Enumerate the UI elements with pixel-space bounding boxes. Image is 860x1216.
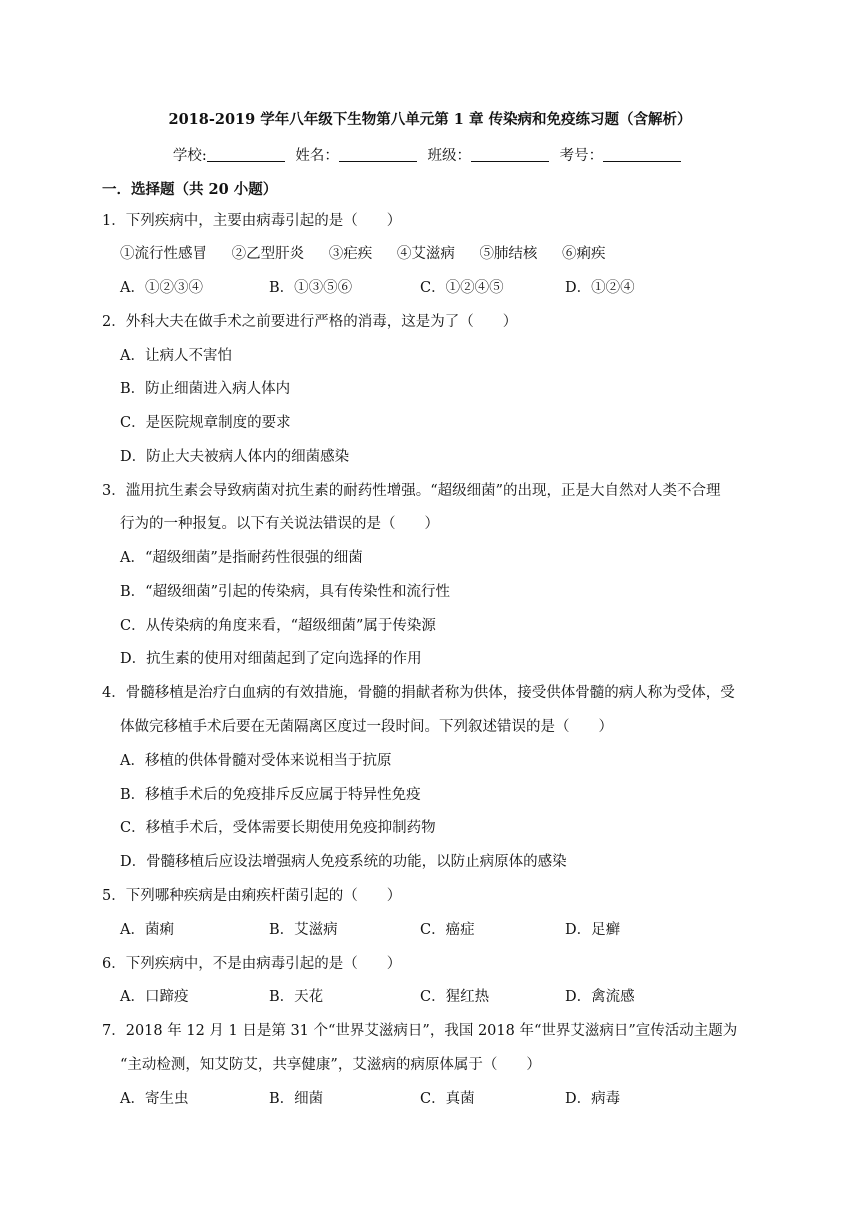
question-1-stem: 1．下列疾病中，主要由病毒引起的是（ ） [102,213,402,229]
student-info-line [0,144,860,165]
q7-option-a[interactable]: A．寄生虫 [120,1091,189,1107]
school-blank [207,147,285,162]
q1-option-c[interactable]: C．①②④⑤ [420,280,504,296]
q2-option-a[interactable]: A．让病人不害怕 [120,348,232,364]
q4-option-a[interactable]: A．移植的供体骨髓对受体来说相当于抗原 [120,753,392,769]
question-6-stem: 6．下列疾病中，不是由病毒引起的是（ ） [102,956,402,972]
q1-item: ①流行性感冒 [120,246,207,262]
q5-option-c[interactable]: C．癌症 [420,922,475,938]
q6-option-c[interactable]: C．猩红热 [420,989,490,1005]
q1-item: ⑥痢疾 [562,246,606,262]
q4-option-b[interactable]: B．移植手术后的免疫排斥反应属于特异性免疫 [120,787,421,803]
page-title: 2018-2019 学年八年级下生物第八单元第 1 章 传染病和免疫练习题（含解析） [168,111,692,128]
question-4-stem-line-2: 体做完移植手术后要在无菌隔离区度过一段时间。下列叙述错误的是（ ） [120,719,613,735]
q6-option-a[interactable]: A．口蹄疫 [120,989,189,1005]
q2-option-d[interactable]: D．防止大夫被病人体内的细菌感染 [120,449,350,465]
name-blank [339,147,417,162]
q7-option-d[interactable]: D．病毒 [565,1091,621,1107]
question-3-stem-line-1: 3．滥用抗生素会导致病菌对抗生素的耐药性增强。“超级细菌”的出现，正是大自然对人类不合理 [102,483,721,499]
name-label: 姓名： [295,148,339,164]
q4-option-d[interactable]: D．骨髓移植后应设法增强病人免疫系统的功能，以防止病原体的感染 [120,854,567,870]
q1-option-d[interactable]: D．①②④ [565,280,635,296]
q3-option-d[interactable]: D．抗生素的使用对细菌起到了定向选择的作用 [120,651,422,667]
q1-option-b[interactable]: B．①③⑤⑥ [269,280,353,296]
exam-no-blank [603,147,681,162]
q1-item: ③疟疾 [328,246,373,262]
q6-option-b[interactable]: B．天花 [269,989,324,1005]
class-label: 班级： [427,148,471,164]
q5-option-a[interactable]: A．菌痢 [120,922,174,938]
q5-option-b[interactable]: B．艾滋病 [269,922,338,938]
question-7-stem-line-2: “主动检测，知艾防艾，共享健康”，艾滋病的病原体属于（ ） [120,1057,541,1073]
question-5-stem: 5．下列哪种疾病是由痢疾杆菌引起的（ ） [102,888,402,904]
q1-item: ⑤肺结核 [479,246,538,262]
q3-option-a[interactable]: A．“超级细菌”是指耐药性很强的细菌 [120,550,363,566]
q5-option-d[interactable]: D．足癣 [565,922,621,938]
q6-option-d[interactable]: D．禽流感 [565,989,635,1005]
question-4-stem-line-1: 4．骨髓移植是治疗白血病的有效措施，骨髓的捐献者称为供体，接受供体骨髓的病人称为受体，受 [102,685,735,701]
question-2-stem: 2．外科大夫在做手术之前要进行严格的消毒，这是为了（ ） [102,314,518,330]
q1-item: ④艾滋病 [396,246,455,262]
exam-no-label: 考号： [559,148,604,164]
class-blank [471,147,549,162]
q7-option-b[interactable]: B．细菌 [269,1091,324,1107]
question-3-stem-line-2: 行为的一种报复。以下有关说法错误的是（ ） [120,516,439,532]
q1-item: ②乙型肝炎 [231,246,305,262]
q4-option-c[interactable]: C．移植手术后，受体需要长期使用免疫抑制药物 [120,820,436,836]
school-label: 学校: [172,148,207,164]
q1-option-a[interactable]: A．①②③④ [120,280,203,296]
question-1-items [120,244,626,264]
question-7-stem-line-1: 7．2018 年 12 月 1 日是第 31 个“世界艾滋病日”，我国 2018 年“世界艾滋病日”宣传活动主题为 [102,1023,738,1039]
q3-option-b[interactable]: B．“超级细菌”引起的传染病，具有传染性和流行性 [120,584,450,600]
q7-option-c[interactable]: C．真菌 [420,1091,475,1107]
q2-option-b[interactable]: B．防止细菌进入病人体内 [120,381,291,397]
q2-option-c[interactable]: C．是医院规章制度的要求 [120,415,291,431]
section-heading: 一．选择题（共 20 小题） [102,181,278,198]
q3-option-c[interactable]: C．从传染病的角度来看，“超级细菌”属于传染源 [120,618,436,634]
